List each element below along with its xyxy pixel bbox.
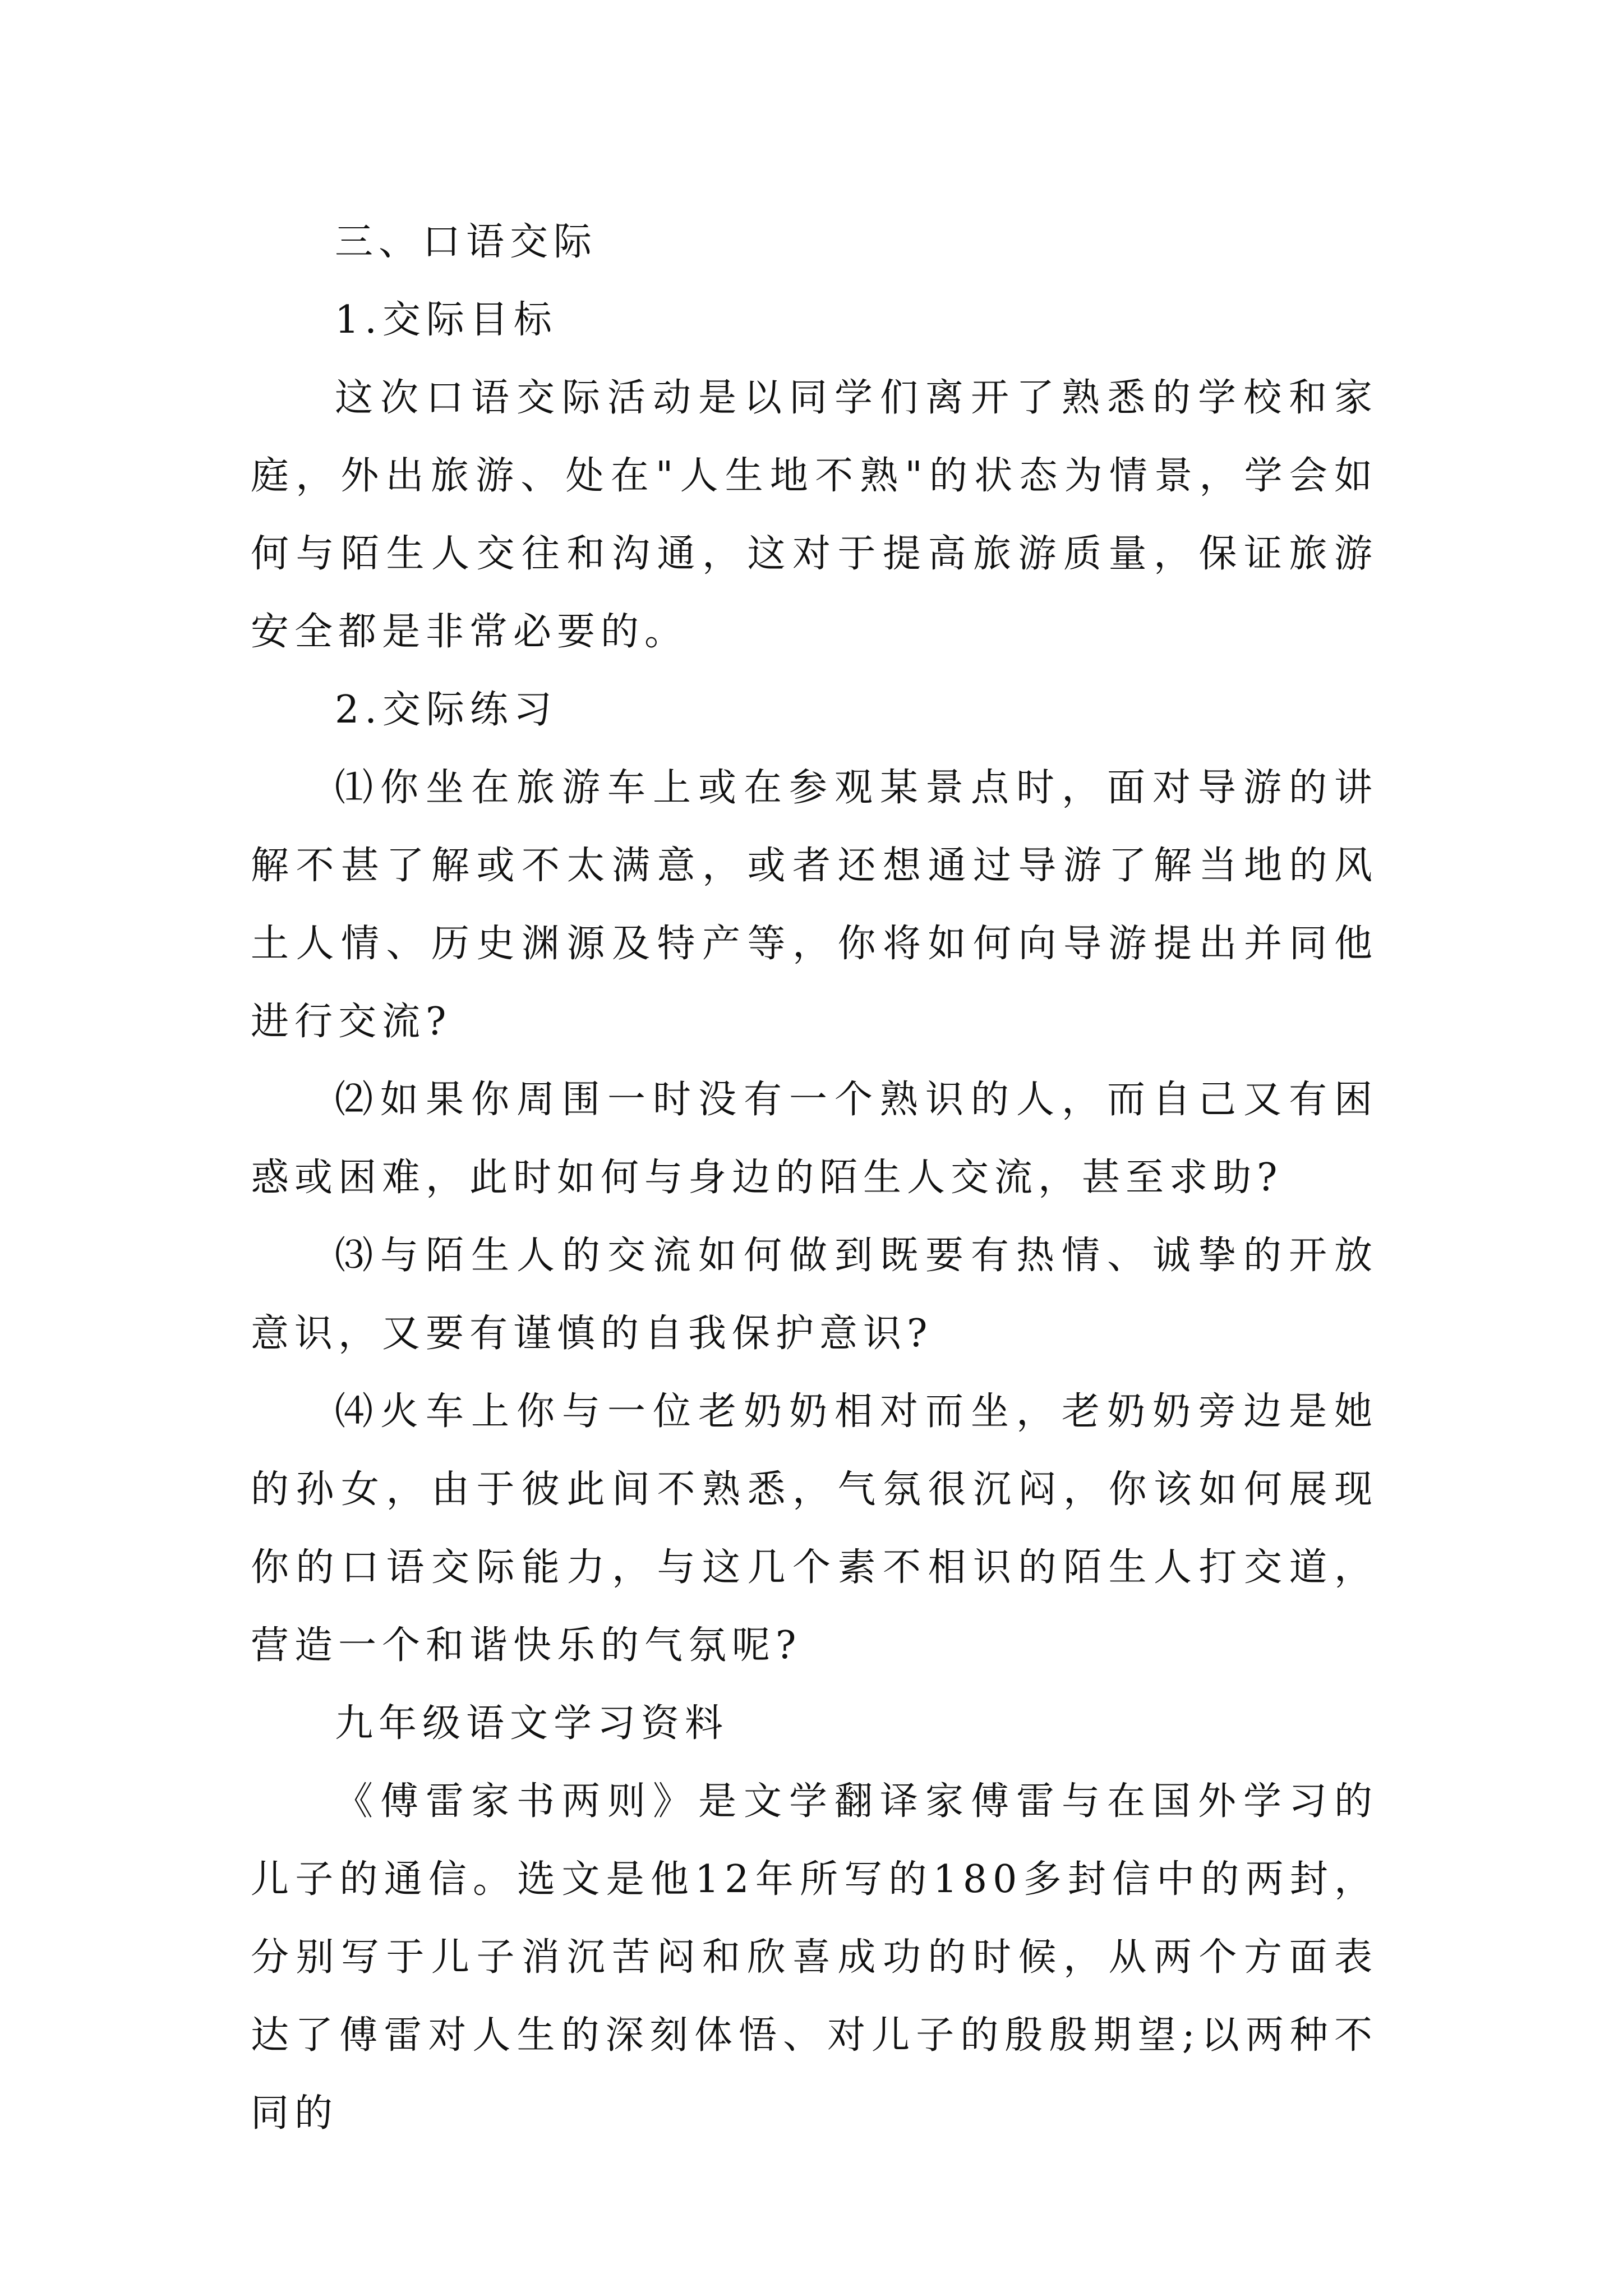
subheading-communication-practice: 2.交际练习 <box>335 688 557 732</box>
practice-item-3: ⑶与陌生人的交流如何做到既要有热情、诚挚的开放意识，又要有谨慎的自我保护意识? <box>251 1234 1378 1356</box>
section-heading-oral-communication: 三、口语交际 <box>335 220 598 264</box>
paragraph-fulei-letters: 《傅雷家书两则》是文学翻译家傅雷与在国外学习的儿子的通信。选文是他12年所写的180多封信中的两封，分别写于儿子消沉苦闷和欣喜成功的时候，从两个方面表达了傅雷对人生的深刻体悟、对儿子的殷殷期望;以两种不同的 <box>251 1779 1378 2136</box>
practice-item-1: ⑴你坐在旅游车上或在参观某景点时，面对导游的讲解不甚了解或不太满意，或者还想通过导游了解当地的风土人情、历史渊源及特产等，你将如何向导游提出并同他进行交流? <box>251 766 1378 1044</box>
subheading-communication-goal: 1.交际目标 <box>335 298 557 342</box>
practice-item-4: ⑷火车上你与一位老奶奶相对而坐，老奶奶旁边是她的孙女，由于彼此间不熟悉，气氛很沉闷，你该如何展现你的口语交际能力，与这几个素不相识的陌生人打交道，营造一个和谐快乐的气氛呢? <box>251 1389 1378 1668</box>
section-heading-grade9-materials: 九年级语文学习资料 <box>335 1701 729 1746</box>
paragraph-goal-description: 这次口语交际活动是以同学们离开了熟悉的学校和家庭，外出旅游、处在"人生地不熟"的状态为情景，学会如何与陌生人交往和沟通，这对于提高旅游质量，保证旅游安全都是非常必要的。 <box>251 376 1378 654</box>
practice-item-2: ⑵如果你周围一时没有一个熟识的人，而自己又有困惑或困难，此时如何与身边的陌生人交流，甚至求助? <box>251 1078 1378 1200</box>
document-page <box>251 203 1378 2152</box>
